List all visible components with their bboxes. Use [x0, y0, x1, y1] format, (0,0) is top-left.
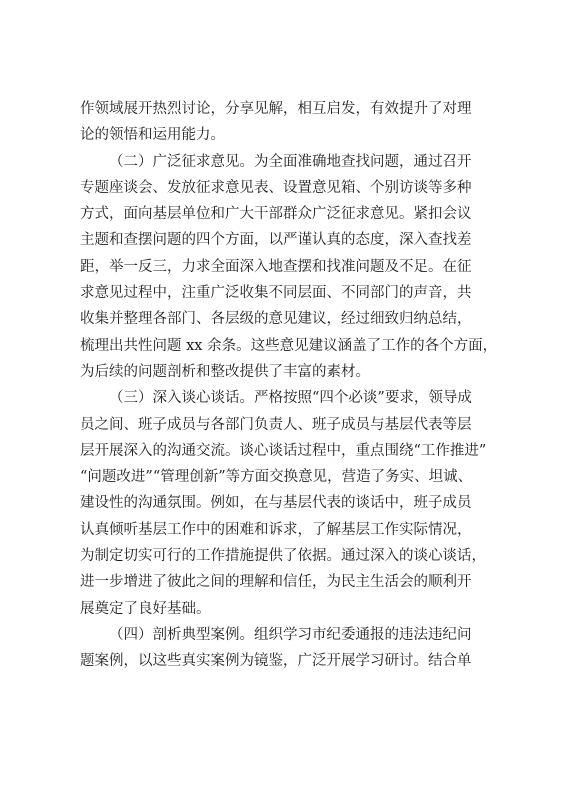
document-body: [80, 96, 498, 675]
paragraph-line: “问题改进”“管理创新”等方面交换意见，营造了务实、坦诚、: [80, 469, 473, 486]
paragraph-line: 论的领悟和运用能力。: [80, 127, 225, 144]
paragraph-line: 员之间、班子成员与各部门负责人、班子成员与基层代表等层: [80, 416, 472, 433]
paragraph-line: 求意见过程中，注重广泛收集不同层面、不同部门的声音，共: [80, 285, 472, 302]
paragraph-line: 收集并整理各部门、各层级的意见建议，经过细致归纳总结，: [80, 311, 472, 328]
paragraph-line: 主题和查摆问题的四个方面，以严谨认真的态度，深入查找差: [80, 232, 472, 249]
paragraph-line: 展奠定了良好基础。: [80, 600, 211, 617]
paragraph-line: （四）剖析典型案例。组织学习市纪委通报的违法违纪问: [109, 626, 472, 643]
paragraph-line: 层开展深入的沟通交流。谈心谈话过程中，重点围绕“工作推进”: [80, 442, 487, 459]
paragraph-line: 专题座谈会、发放征求意见表、设置意见箱、个别访谈等多种: [80, 179, 472, 196]
paragraph-line: 作领域展开热烈讨论，分享见解，相互启发，有效提升了对理: [80, 101, 472, 117]
paragraph-line: 为制定切实可行的工作措施提供了依据。通过深入的谈心谈话，: [80, 548, 486, 565]
paragraph-line: 题案例，以这些真实案例为镜鉴，广泛开展学习研讨。结合单: [80, 653, 472, 670]
paragraph-line: 建设性的沟通氛围。例如，在与基层代表的谈话中，班子成员: [80, 495, 472, 512]
paragraph-line: 认真倾听基层工作中的困难和诉求，了解基层工作实际情况，: [80, 521, 472, 538]
paragraph-line: 距，举一反三，力求全面深入地查摆和找准问题及不足。在征: [80, 258, 472, 275]
paragraph-line: （二）广泛征求意见。为全面准确地查找问题，通过召开: [109, 153, 472, 170]
paragraph-line: 进一步增进了彼此之间的理解和信任，为民主生活会的顺利开: [80, 574, 472, 591]
paragraph-line: 梳理出共性问题 xx 余条。这些意见建议涵盖了工作的各个方面，: [80, 337, 498, 354]
paragraph-line: （三）深入谈心谈话。严格按照“四个必谈”要求，领导成: [109, 390, 472, 407]
paragraph-line: 方式，面向基层单位和广大干部群众广泛征求意见。紧扣会议: [80, 206, 472, 223]
paragraph-line: 为后续的问题剖析和整改提供了丰富的素材。: [80, 363, 370, 380]
